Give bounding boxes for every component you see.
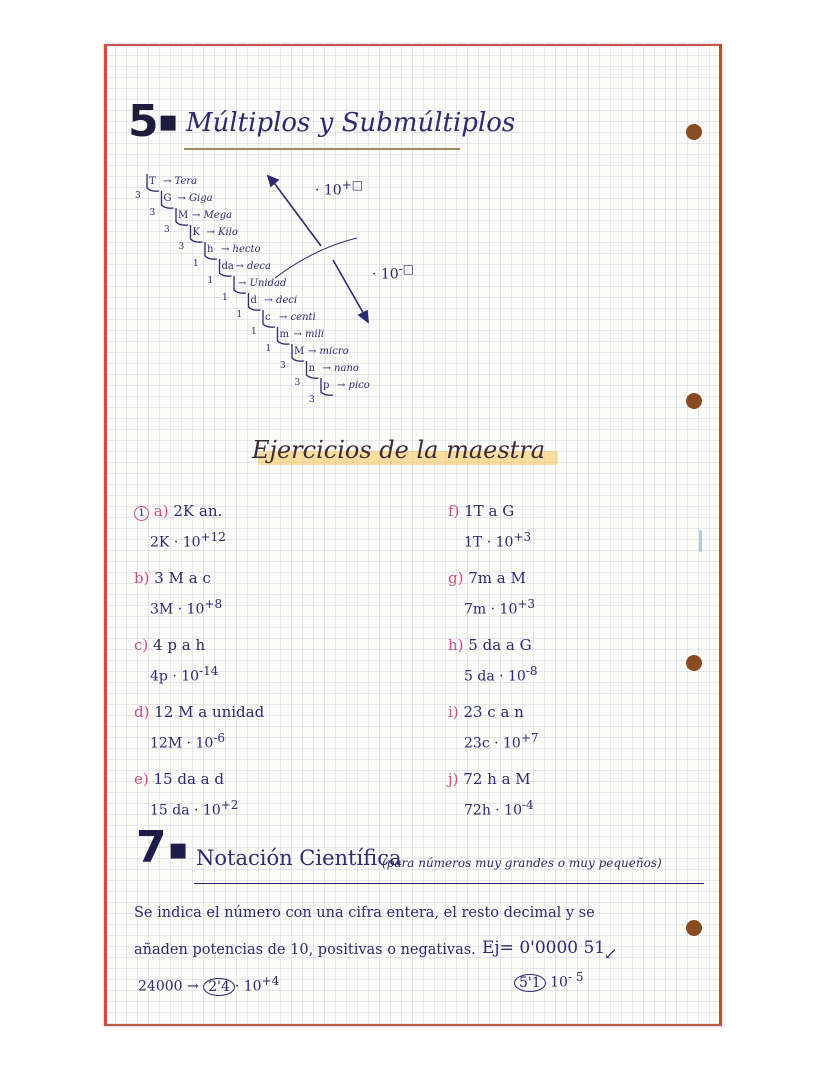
exercise-answer-text: 23c · 10 <box>464 735 521 752</box>
step-factor: 1 <box>265 344 272 354</box>
prefix-symbol: c <box>265 312 271 323</box>
prefix-name: → deca <box>235 261 271 272</box>
exercise-question <box>448 569 526 587</box>
exercise-question-text: 3 M a c <box>154 569 211 587</box>
exercise-answer-text: 4p · 10 <box>150 668 200 685</box>
exercise-question-text: 23 c a n <box>463 703 524 721</box>
exercise-letter: i) <box>448 703 459 721</box>
prefix-symbol: m <box>279 329 289 340</box>
prefix-name: → deci <box>264 295 298 306</box>
exercise-answer-text: 5 da · 10 <box>464 668 526 685</box>
prefix-symbol: h <box>207 244 214 255</box>
exercise-answer <box>150 798 238 819</box>
binder-hole <box>686 655 702 671</box>
step-factor: 3 <box>309 395 315 405</box>
prefix-symbol: p <box>323 380 330 391</box>
exercise-answer <box>464 530 531 551</box>
exercise-answer <box>150 530 226 551</box>
example-right-exp: - 5 <box>567 970 584 984</box>
exercise-question-text: 7m a M <box>468 569 526 587</box>
prefix-symbol: M <box>178 210 189 221</box>
exercise-question <box>134 502 222 521</box>
example-left <box>138 974 279 996</box>
exercise-answer-exponent: -8 <box>525 664 538 678</box>
section-title: Múltiplos y Submúltiplos <box>186 108 516 138</box>
exercise-answer-text: 3M · 10 <box>150 601 205 618</box>
step-factor: 3 <box>164 225 170 235</box>
arrow-right-icon: → <box>187 978 199 995</box>
definition-line-2: añaden potencias de 10, positivas o negativas. <box>134 942 476 958</box>
step-factor: 3 <box>135 191 141 201</box>
exercise-question-text: 4 p a h <box>153 636 206 654</box>
prefix-symbol: K <box>192 227 200 238</box>
step-factor: 3 <box>178 242 185 252</box>
multiply-up-label: · 10+□ <box>315 178 364 199</box>
step-factor: 1 <box>236 310 243 320</box>
exercise-answer-text: 1T · 10 <box>464 534 514 551</box>
example-left-exp: +4 <box>261 974 280 988</box>
exercise-question <box>134 770 224 788</box>
prefix-name: → nano <box>322 363 359 374</box>
exercise-letter: g) <box>448 569 464 587</box>
step-factor: 3 <box>294 378 301 388</box>
prefix-name: → Kilo <box>206 227 238 238</box>
exercise-answer-exponent: +3 <box>517 597 536 611</box>
exercise-answer-exponent: +3 <box>513 530 532 544</box>
exercise-answer <box>464 731 539 752</box>
prefix-symbol: d <box>250 295 257 306</box>
exercise-question <box>448 502 514 520</box>
section-number-5: 5 <box>128 96 159 147</box>
prefix-name: → mili <box>293 329 325 340</box>
prefix-name: → Unidad <box>238 278 287 289</box>
exercise-answer-exponent: -14 <box>199 664 219 678</box>
prefix-symbol: G <box>163 193 172 204</box>
prefix-symbol: da <box>221 261 234 272</box>
example-left-value: 24000 <box>138 978 183 995</box>
prefix-name: → Mega <box>192 210 233 221</box>
exercise-answer-exponent: -6 <box>213 731 226 745</box>
exercise-question <box>448 770 531 788</box>
section-7-title: Notación Científica <box>196 846 402 870</box>
exercise-letter: c) <box>134 636 149 654</box>
exercise-letter: a) <box>153 502 169 520</box>
circled-mantissa: 2'4 <box>203 978 235 996</box>
prefix-symbol: n <box>308 363 315 374</box>
circled-mantissa: 5'1 <box>514 974 546 992</box>
section-7-subtitle: (para números muy grandes o muy pequeños) <box>382 856 662 870</box>
exercise-question <box>134 636 205 654</box>
exercise-answer-exponent: +2 <box>220 798 239 812</box>
page-edge <box>719 44 722 1026</box>
arrow-icon: ↙ <box>604 944 618 963</box>
section-number-7: 7 <box>136 822 167 873</box>
margin-line <box>104 44 107 1026</box>
top-rule <box>104 44 722 46</box>
exercise-answer-exponent: +12 <box>200 530 226 544</box>
exercise-question <box>448 636 532 654</box>
exercise-answer-text: 15 da · 10 <box>150 802 221 819</box>
step-factor: 1 <box>251 327 257 337</box>
prefix-symbol: T <box>149 176 156 187</box>
example-label: Ej= 0'0000 51 <box>482 938 606 958</box>
exercise-number-badge: 1 <box>134 506 149 521</box>
example-left-power: · 10 <box>234 978 262 995</box>
section-bullet: ▪ <box>168 832 189 867</box>
prefix-symbol: M <box>294 346 305 357</box>
exercise-letter: f) <box>448 502 460 520</box>
prefix-name: → Tera <box>163 176 198 187</box>
example-right <box>514 970 583 992</box>
exercise-letter: d) <box>134 703 150 721</box>
exercise-question-text: 5 da a G <box>468 636 532 654</box>
exercise-answer-exponent: +8 <box>204 597 223 611</box>
exercise-answer <box>150 731 225 752</box>
example-right-power: 10 <box>550 974 568 991</box>
exercise-question-text: 15 da a d <box>153 770 224 788</box>
exercise-question-text: 1T a G <box>464 502 515 520</box>
step-factor: 1 <box>207 276 214 286</box>
title-underline <box>184 148 460 150</box>
definition-line-1: Se indica el número con una cifra entera, el resto decimal y se <box>134 905 595 921</box>
prefix-name: → hecto <box>221 244 261 255</box>
exercise-question <box>134 569 211 587</box>
exercises-title: Ejercicios de la maestra <box>252 436 546 464</box>
exercise-letter: j) <box>448 770 459 788</box>
exercise-answer <box>464 798 534 819</box>
exercise-answer-text: 12M · 10 <box>150 735 214 752</box>
exercise-answer <box>150 664 218 685</box>
exercise-letter: h) <box>448 636 464 654</box>
step-factor: 1 <box>193 259 199 269</box>
binder-hole <box>686 393 702 409</box>
exercise-question <box>134 703 264 721</box>
exercise-answer <box>464 664 538 685</box>
exercise-letter: e) <box>134 770 149 788</box>
exercise-answer <box>150 597 222 618</box>
bottom-rule <box>104 1024 722 1026</box>
multiply-down-label: · 10-□ <box>372 262 415 283</box>
binder-hole <box>686 124 702 140</box>
prefix-name: → Giga <box>177 193 213 204</box>
exercise-question-text: 2K an. <box>173 502 223 520</box>
exercise-question <box>448 703 524 721</box>
exercise-question-text: 12 M a unidad <box>154 703 265 721</box>
exercise-answer <box>464 597 535 618</box>
prefix-name: → pico <box>337 380 370 391</box>
binder-hole <box>686 920 702 936</box>
step-factor: 1 <box>222 293 228 303</box>
exercise-answer-text: 72h · 10 <box>464 802 522 819</box>
exercise-answer-text: 2K · 10 <box>150 534 201 551</box>
section-bullet: ▪ <box>158 104 179 139</box>
exercise-letter: b) <box>134 569 150 587</box>
prefix-name: → micro <box>308 346 349 357</box>
step-factor: 3 <box>280 361 286 371</box>
ink-mark <box>699 530 702 552</box>
exercise-answer-exponent: +7 <box>520 731 539 745</box>
exercise-answer-text: 7m · 10 <box>464 601 518 618</box>
exercise-answer-exponent: -4 <box>522 798 534 812</box>
prefix-staircase-diagram <box>135 168 395 413</box>
section-7-underline <box>194 883 704 884</box>
step-factor: 3 <box>149 208 156 218</box>
prefix-name: → centi <box>279 312 316 323</box>
exercise-question-text: 72 h a M <box>463 770 531 788</box>
